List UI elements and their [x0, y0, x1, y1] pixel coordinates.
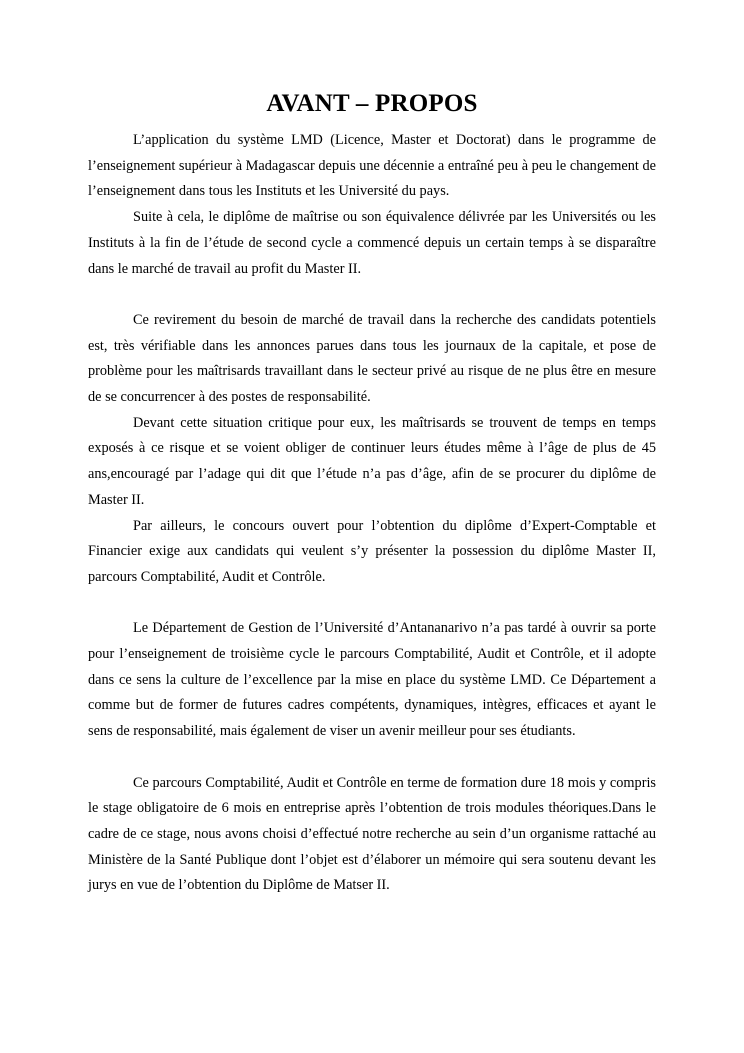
- paragraph-job-market-shift: Ce revirement du besoin de marché de travail dans la recherche des candidats potentiels est, très vérifiable dans les annonces parues dans tous les journaux de la capitale, et pose de problème pour les maîtrisards travaillant dans le secteur privé au risque de ne plus être en mesure de se concurrencer à des postes de responsabilité.: [88, 311, 656, 406]
- paragraph-spacer: [88, 591, 656, 617]
- paragraph-maitrise-disappearance: Suite à cela, le diplôme de maîtrise ou son équivalence délivrée par les Universités ou les Instituts à la fin de l’étude de second cycle a commencé depuis un certain temps à se disparaître dans le marché de travail au profit du Master II.: [88, 209, 656, 277]
- paragraph-lmd-application: L’application du système LMD (Licence, Master et Doctorat) dans le programme de l’enseignement supérieur à Madagascar depuis une décennie a entraîné peu à peu le changement de l’enseignement dans tous les Instituts et les Université du pays.: [88, 132, 656, 200]
- paragraph-expert-comptable: Par ailleurs, le concours ouvert pour l’obtention du diplôme d’Expert-Comptable et Financier exige aux candidats qui veulent s’y présenter la possession du diplôme Master II, parcours Comptabilité, Audit et Contrôle.: [88, 517, 656, 585]
- paragraph-parcours-stage: Ce parcours Comptabilité, Audit et Contrôle en terme de formation dure 18 mois y compris le stage obligatoire de 6 mois en entreprise après l’obtention de trois modules théoriques.Dans le cadre de ce stage, nous avons choisi d’effectué notre recherche au sein d’un organisme rattaché au Ministère de la Santé Publique dont l’objet est d’élaborer un mémoire qui sera soutenu devant les jurys en vue de l’obtention du Diplôme de Matser II.: [88, 774, 656, 894]
- paragraph-departement-gestion: Le Département de Gestion de l’Université d’Antananarivo n’a pas tardé à ouvrir sa porte pour l’enseignement de troisième cycle le parcours Comptabilité, Audit et Contrôle, et il adopte dans ce sens la culture de l’excellence par la mise en place du système LMD. Ce Département a comme but de former de futures cadres compétents, dynamiques, intègres, efficaces et ayant le sens de responsabilité, mais également de viser un avenir meilleur pour ses étudiants.: [88, 620, 656, 740]
- document-page: [88, 88, 656, 899]
- paragraph-critical-situation: Devant cette situation critique pour eux, les maîtrisards se trouvent de temps en temps exposés à ce risque et se voient obliger de continuer leurs études même à l’âge de plus de 45 ans,encouragé par l’adage qui dit que l’étude n’a pas d’âge, afin de se procurer du diplôme de Master II.: [88, 414, 656, 508]
- page-title: AVANT – PROPOS: [266, 90, 478, 117]
- paragraph-spacer: [88, 745, 656, 771]
- paragraph-spacer: [88, 282, 656, 308]
